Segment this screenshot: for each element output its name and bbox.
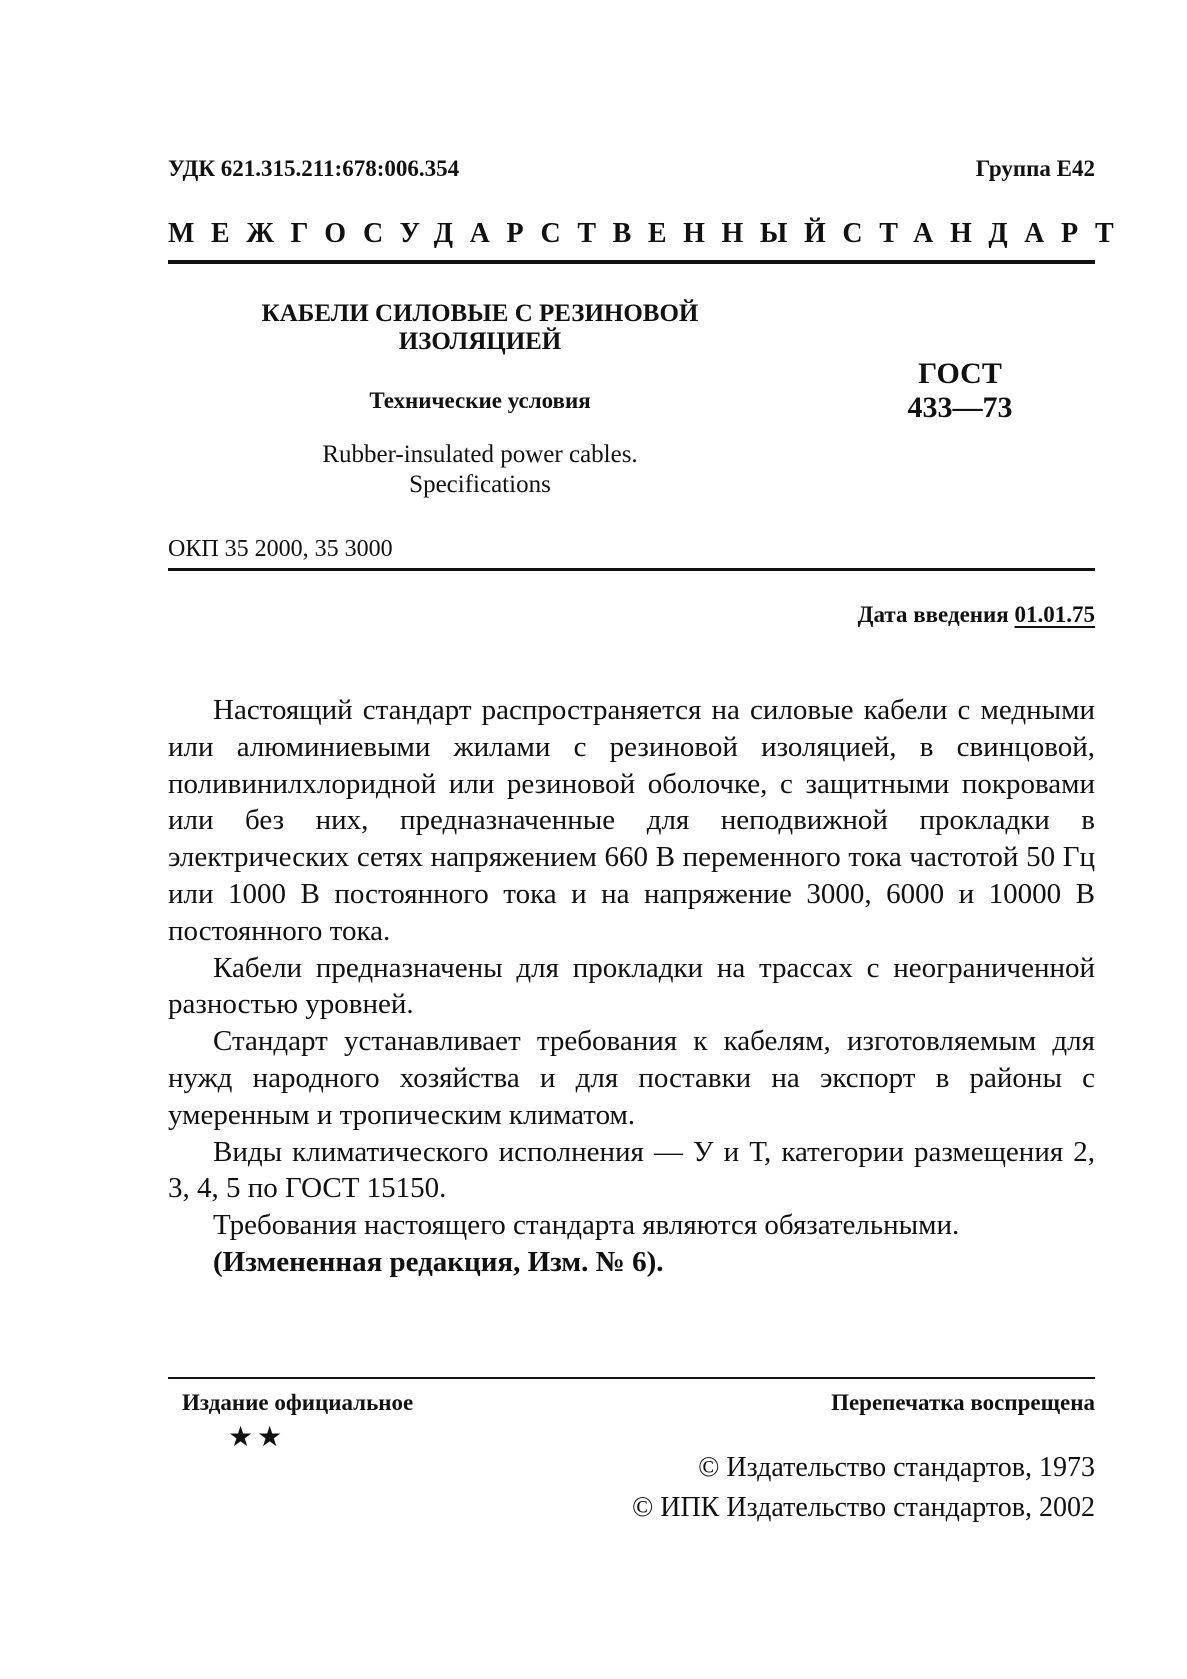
- official-edition: Издание официальное: [182, 1390, 414, 1415]
- body-text: [168, 692, 1095, 1281]
- introduction-date-label: Дата введения: [857, 602, 1009, 627]
- banner-word-interstate: МЕЖГОСУДАРСТВЕННЫЙ: [168, 218, 843, 249]
- copyright-line-1: © Издательство стандартов, 1973: [698, 1452, 1095, 1483]
- banner-word-standard: СТАНДАРТ: [842, 218, 1131, 249]
- document-subtitle: Технические условия: [369, 388, 591, 413]
- introduction-date-value: 01.01.75: [1014, 602, 1095, 627]
- reprint-prohibited: Перепечатка воспрещена: [831, 1390, 1095, 1415]
- english-title-line-1: Rubber-insulated power cables.: [322, 441, 638, 468]
- paragraph-scope: Настоящий стандарт распространяется на силовые кабели с медными или алюминиевыми жилами с резиновой изоляцией, в свинцовой, поливинилхлоридной или резиновой оболочке, с защитными покровами или без них, предназначенные для неподвижной прокладки в электрических сетях напряжением 660 В переменного тока частотой 50 Гц или 1000 В постоянного тока и на напряжение 3000, 6000 и 10000 В постоянного тока.: [168, 694, 1095, 947]
- document-title-line-2: ИЗОЛЯЦИЕЙ: [398, 328, 562, 355]
- document-english-title: [230, 440, 730, 500]
- udk-code: УДК 621.315.211:678:006.354: [168, 156, 460, 181]
- document-title: [230, 300, 730, 356]
- document-title-line-1: КАБЕЛИ СИЛОВЫЕ С РЕЗИНОВОЙ: [261, 300, 699, 327]
- okp-codes: ОКП 35 2000, 35 3000: [168, 536, 393, 562]
- paragraph-routes: Кабели предназначены для прокладки на трассах с неограниченной разностью уровней.: [168, 951, 1095, 1021]
- english-title-line-2: Specifications: [409, 471, 551, 498]
- group-code: Группа Е42: [975, 156, 1095, 181]
- interstate-standard-banner: [168, 218, 1131, 250]
- okp-divider: [168, 568, 1095, 571]
- paragraph-requirements: Стандарт устанавливает требования к кабелям, изготовляемым для нужд народного хозяйства и для поставки на экспорт в районы с умеренным и тропическим климатом.: [168, 1025, 1095, 1131]
- gost-label: ГОСТ: [918, 357, 1002, 390]
- paragraph-climate: Виды климатического исполнения — У и Т, категории размещения 2, 3, 4, 5 по ГОСТ 15150.: [168, 1135, 1095, 1205]
- gost-designation: [880, 357, 1040, 425]
- paragraph-mandatory: Требования настоящего стандарта являются обязательными.: [213, 1209, 960, 1242]
- paragraph-amendment: (Измененная редакция, Изм. № 6).: [213, 1245, 664, 1278]
- copyright-line-2: © ИПК Издательство стандартов, 2002: [631, 1492, 1095, 1523]
- header-divider: [168, 260, 1095, 264]
- gost-number: 433—73: [907, 391, 1013, 424]
- edition-stars: ★★: [228, 1422, 287, 1453]
- introduction-date: [858, 602, 1095, 628]
- footer-divider: [168, 1377, 1095, 1379]
